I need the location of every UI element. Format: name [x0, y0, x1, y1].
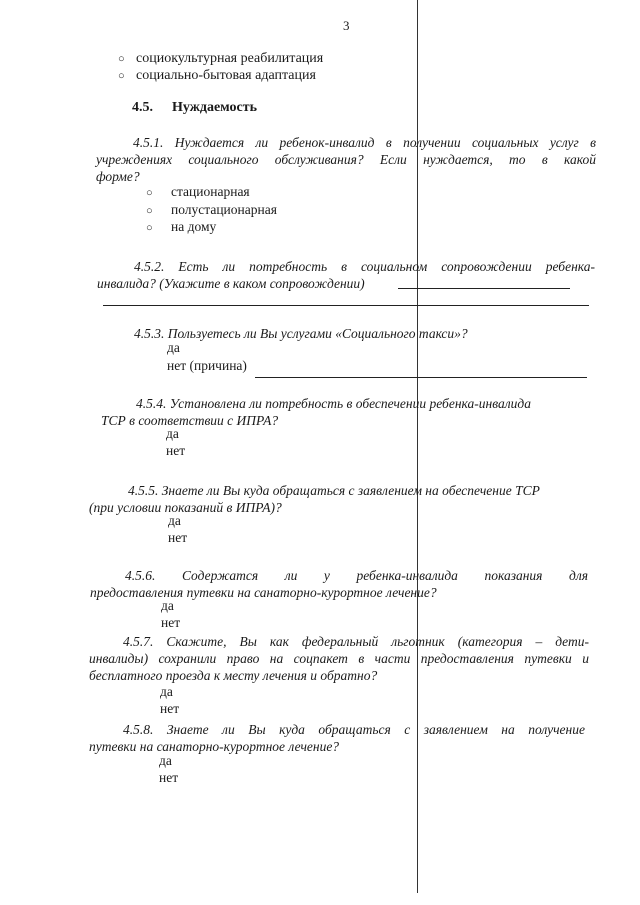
- question-line: учреждениях социального обслуживания? Если нуждается, то в какой: [96, 152, 596, 167]
- question-4-5-6: [90, 567, 588, 601]
- question-line: бесплатного проезда к месту лечения и обратно?: [89, 668, 378, 683]
- option-circle-icon: ○: [146, 187, 153, 199]
- option-label: стационарная: [171, 184, 250, 199]
- answer-line[interactable]: [398, 288, 570, 289]
- question-line: 4.5.3. Пользуетесь ли Вы услугами «Социального такси»?: [134, 326, 468, 341]
- option-circle-icon: ○: [146, 205, 153, 217]
- option-item[interactable]: [146, 202, 277, 218]
- option-no[interactable]: нет: [160, 701, 180, 716]
- question-line: инвалида? (Укажите в каком сопровождении): [97, 276, 365, 291]
- option-no[interactable]: нет: [161, 615, 181, 630]
- question-line: форме?: [96, 169, 140, 184]
- option-yes[interactable]: да: [166, 426, 179, 441]
- question-4-5-2: [97, 258, 595, 292]
- bullet-text: социально-бытовая адаптация: [136, 68, 316, 83]
- question-line: 4.5.7. Скажите, Вы как федеральный льготник (категория – дети-: [123, 634, 589, 649]
- option-yes[interactable]: да: [168, 513, 181, 528]
- option-circle-icon: ○: [146, 222, 153, 234]
- page-number: 3: [343, 18, 350, 33]
- question-line: 4.5.2. Есть ли потребность в социальном сопровождении ребенка-: [134, 259, 595, 274]
- option-item[interactable]: [146, 184, 250, 200]
- question-line: 4.5.6. Содержатся ли у ребенка-инвалида показания для: [125, 568, 588, 583]
- option-yes[interactable]: да: [167, 340, 180, 355]
- bullet-circle-icon: ○: [118, 70, 125, 82]
- question-line: путевки на санаторно-курортное лечение?: [89, 739, 340, 754]
- option-label: на дому: [171, 219, 217, 234]
- section-title: Нуждаемость: [172, 100, 257, 115]
- option-item[interactable]: [146, 219, 216, 235]
- question-4-5-3: [134, 325, 594, 342]
- question-4-5-1: [96, 134, 596, 185]
- bullet-item: [118, 68, 316, 84]
- answer-line[interactable]: [255, 377, 587, 378]
- question-line: 4.5.1. Нуждается ли ребенок-инвалид в получении социальных услуг в: [133, 135, 596, 150]
- answer-line[interactable]: [103, 305, 589, 306]
- bullet-item: [118, 51, 323, 67]
- bullet-circle-icon: ○: [118, 53, 125, 65]
- question-line: ТСР в соответствии с ИПРА?: [101, 413, 279, 428]
- question-4-5-5: [89, 482, 589, 516]
- question-line: инвалиды) сохранили право на соцпакет в части предоставления путевки и: [89, 651, 589, 666]
- option-no[interactable]: нет: [166, 443, 186, 458]
- section-number: 4.5.: [132, 100, 153, 115]
- option-no[interactable]: нет: [168, 530, 188, 545]
- option-no[interactable]: нет: [159, 770, 179, 785]
- question-4-5-4: [101, 395, 591, 429]
- question-line: 4.5.8. Знаете ли Вы куда обращаться с заявлением на получение: [123, 722, 585, 737]
- section-heading: [132, 100, 257, 116]
- question-line: 4.5.4. Установлена ли потребность в обеспечении ребенка-инвалида: [136, 396, 531, 411]
- option-no-reason[interactable]: нет (причина): [167, 358, 247, 373]
- bullet-text: социокультурная реабилитация: [136, 51, 324, 66]
- option-yes[interactable]: да: [160, 684, 173, 699]
- question-line: предоставления путевки на санаторно-курортное лечение?: [90, 585, 437, 600]
- question-line: (при условии показаний в ИПРА)?: [89, 500, 282, 515]
- question-4-5-7: [89, 633, 589, 684]
- question-line: 4.5.5. Знаете ли Вы куда обращаться с заявлением на обеспечение ТСР: [128, 483, 540, 498]
- option-yes[interactable]: да: [161, 598, 174, 613]
- question-4-5-8: [89, 721, 585, 755]
- option-yes[interactable]: да: [159, 753, 172, 768]
- option-label: полустационарная: [171, 202, 277, 217]
